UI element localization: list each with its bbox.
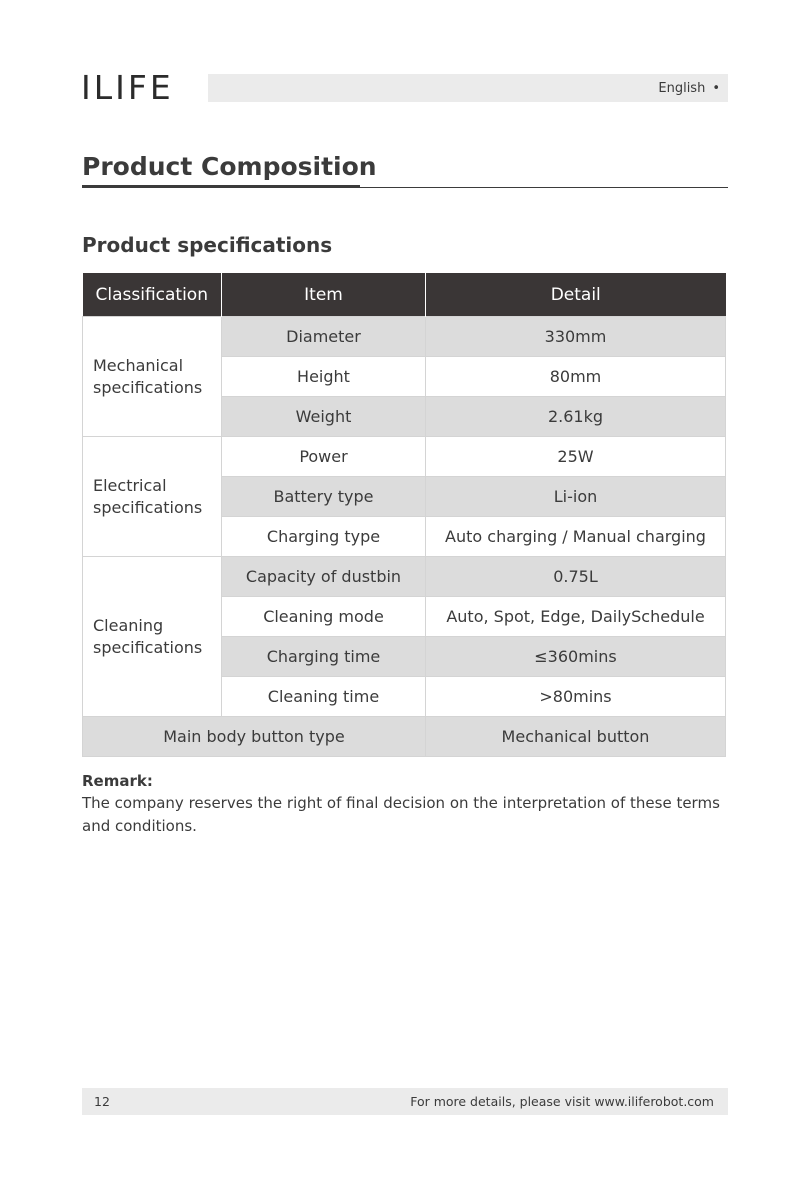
detail-cell: 330mm <box>426 317 726 357</box>
item-cell: Weight <box>222 397 426 437</box>
footer-bar <box>82 1088 728 1115</box>
item-cell: Cleaning mode <box>222 597 426 637</box>
header-detail: Detail <box>426 273 726 317</box>
page-number: 12 <box>94 1094 110 1109</box>
page-title: Product Composition <box>82 152 377 181</box>
spec-table <box>82 273 726 757</box>
header-item: Item <box>222 273 426 317</box>
title-underline-accent <box>82 185 360 188</box>
table-row <box>83 317 726 357</box>
table-header-row <box>83 273 726 317</box>
item-cell: Diameter <box>222 317 426 357</box>
detail-cell: 80mm <box>426 357 726 397</box>
classification-cleaning: Cleaning specifications <box>83 557 222 717</box>
ilife-logo: ILIFE <box>81 68 174 107</box>
header-classification: Classification <box>83 273 222 317</box>
remark-text: The company reserves the right of final decision on the interpretation of these terms and conditions. <box>82 794 720 835</box>
item-cell: Cleaning time <box>222 677 426 717</box>
language-label: English <box>658 80 706 96</box>
table-row <box>83 557 726 597</box>
classification-electrical: Electrical specifications <box>83 437 222 557</box>
item-cell: Height <box>222 357 426 397</box>
language-dot-icon: • <box>712 80 720 96</box>
item-cell: Battery type <box>222 477 426 517</box>
detail-cell: 25W <box>426 437 726 477</box>
detail-cell: ≤360mins <box>426 637 726 677</box>
detail-cell: Li-ion <box>426 477 726 517</box>
section-title: Product specifications <box>82 233 333 257</box>
item-cell: Capacity of dustbin <box>222 557 426 597</box>
button-type-value: Mechanical button <box>426 717 726 757</box>
detail-cell: 0.75L <box>426 557 726 597</box>
button-type-label: Main body button type <box>83 717 426 757</box>
classification-mechanical: Mechanical specifications <box>83 317 222 437</box>
table-row <box>83 717 726 757</box>
detail-cell: Auto charging / Manual charging <box>426 517 726 557</box>
website-note: For more details, please visit www.iliferobot.com <box>410 1094 714 1109</box>
detail-cell: 2.61kg <box>426 397 726 437</box>
item-cell: Charging type <box>222 517 426 557</box>
header-bar <box>208 74 728 102</box>
item-cell: Charging time <box>222 637 426 677</box>
detail-cell: >80mins <box>426 677 726 717</box>
remark-title: Remark: <box>82 772 153 790</box>
item-cell: Power <box>222 437 426 477</box>
table-row <box>83 437 726 477</box>
detail-cell: Auto, Spot, Edge, DailySchedule <box>426 597 726 637</box>
